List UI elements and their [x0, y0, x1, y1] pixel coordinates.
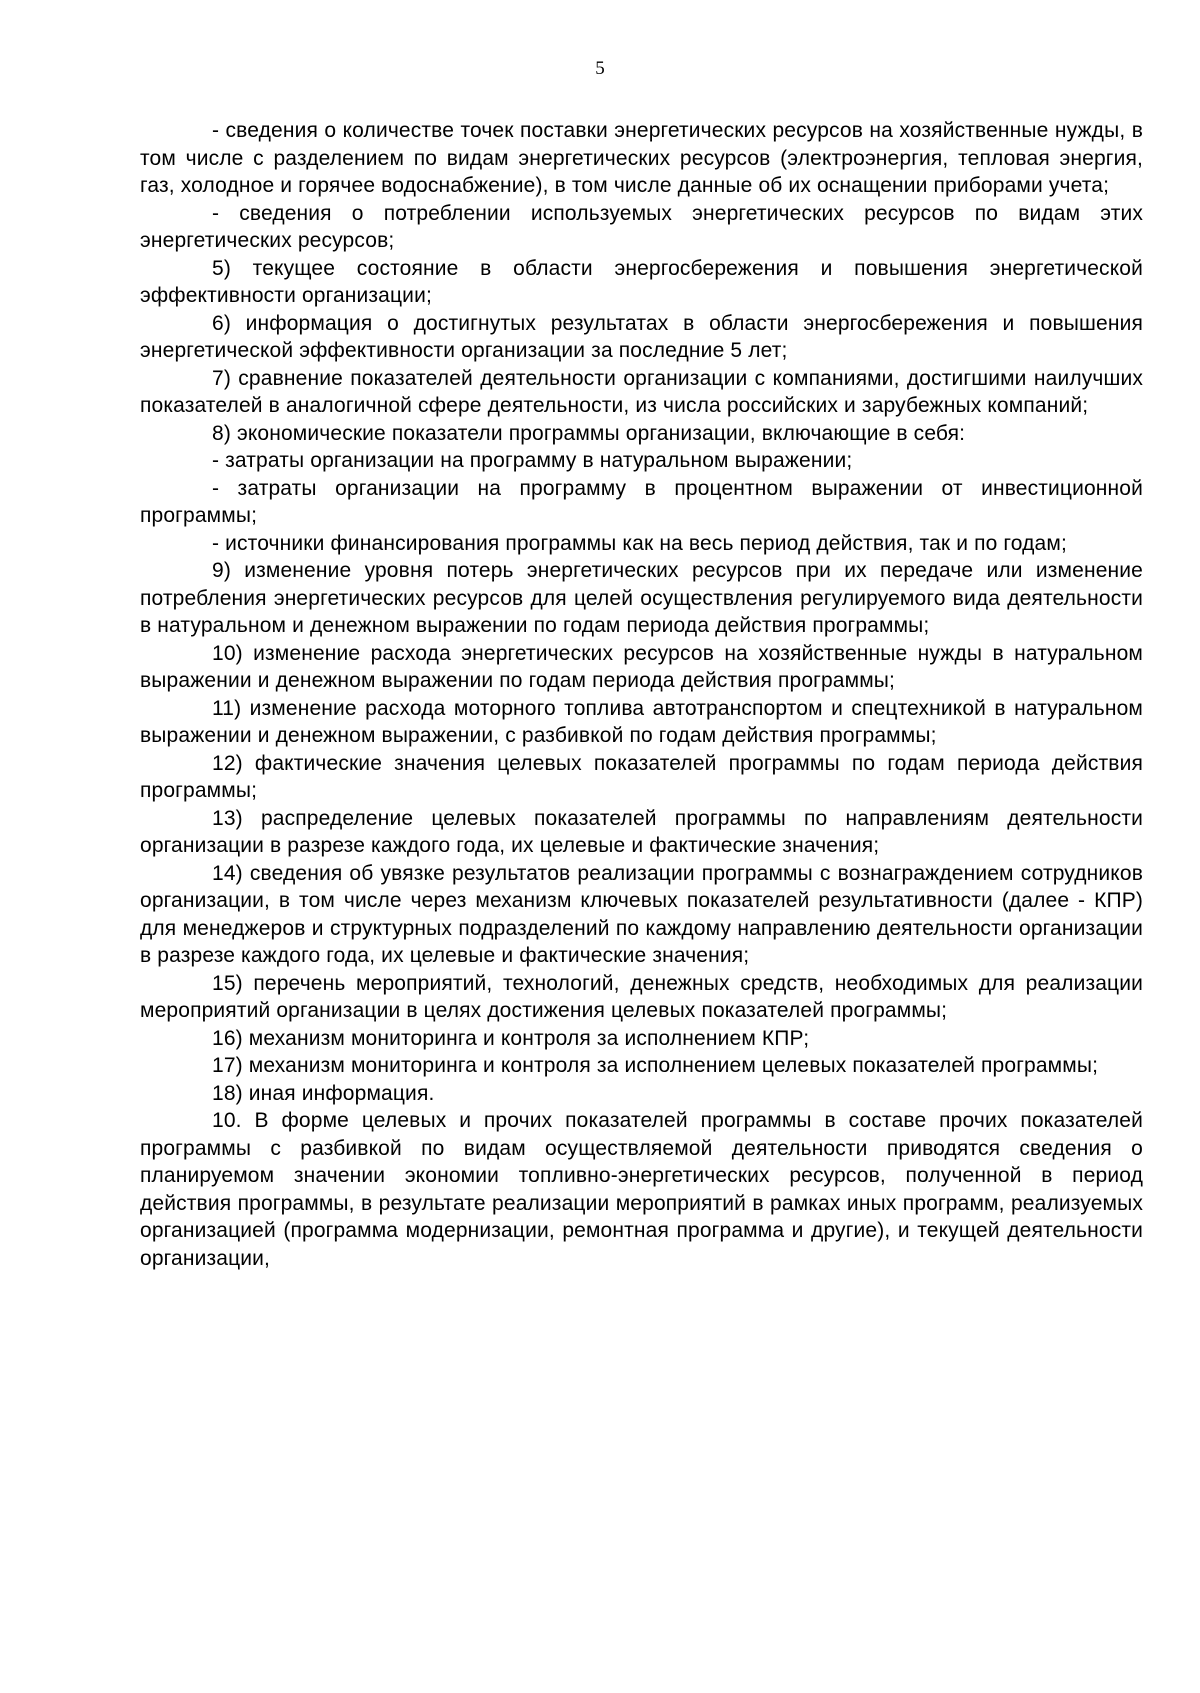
paragraph-item-5: 5) текущее состояние в области энергосбережения и повышения энергетической эффективности организации; — [140, 256, 1143, 307]
paragraph-item-9: 9) изменение уровня потерь энергетических ресурсов при их передаче или изменение потребления энергетических ресурсов для целей осуществления регулируемого вида деятельности в натуральном и денежном выражении по годам периода действия программы; — [140, 559, 1143, 637]
paragraph-item-16: 16) механизм мониторинга и контроля за исполнением КПР; — [212, 1026, 810, 1050]
paragraph-item-18: 18) иная информация. — [212, 1081, 435, 1105]
paragraph-list-item: - затраты организации на программу в натуральном выражении; — [212, 449, 853, 472]
paragraph-item-6: 6) информация о достигнутых результатах в области энергосбережения и повышения энергетической эффективности организации за последние 5 лет; — [140, 311, 1143, 362]
paragraph-item-11: 11) изменение расхода моторного топлива автотранспортом и спецтехникой в натуральном выражении и денежном выражении, с разбивкой по годам действия программы; — [140, 696, 1143, 747]
paragraph-item-7: 7) сравнение показателей деятельности организации с компаниями, достигшими наилучших показателей в аналогичной сфере деятельности, из числа российских и зарубежных компаний; — [140, 366, 1143, 417]
paragraph-item-8: 8) экономические показатели программы организации, включающие в себя: — [212, 421, 966, 445]
paragraph-item-10: 10) изменение расхода энергетических ресурсов на хозяйственные нужды в натуральном выражении и денежном выражении по годам периода действия программы; — [140, 641, 1143, 692]
paragraph-list-item: - сведения о количестве точек поставки энергетических ресурсов на хозяйственные нужды, в том числе с разделением по видам энергетических ресурсов (электроэнергия, тепловая энергия, газ, холодное и горячее водоснабжение), в том числе данные об их оснащении приборами учета; — [140, 119, 1143, 197]
paragraph-clause-10: 10. В форме целевых и прочих показателей программы в составе прочих показателей программы с разбивкой по видам осуществляемой деятельности приводятся сведения о планируемом значении экономии топливно-энергетических ресурсов, полученной в период действия программы, в результате реализации мероприятий в рамках иных программ, реализуемых организацией (программа модернизации, ремонтная программа и другие), и текущей деятельности организации, — [140, 1109, 1143, 1270]
paragraph-item-12: 12) фактические значения целевых показателей программы по годам периода действия программы; — [140, 751, 1143, 802]
paragraph-item-14: 14) сведения об увязке результатов реализации программы с вознаграждением сотрудников организации, в том числе через механизм ключевых показателей результативности (далее - КПР) для менеджеров и структурных подразделений по каждому направлению деятельности организации в разрезе каждого года, их целевые и фактические значения; — [140, 861, 1143, 967]
paragraph-item-13: 13) распределение целевых показателей программы по направлениям деятельности организации в разрезе каждого года, их целевые и фактические значения; — [140, 806, 1143, 857]
paragraph-item-17: 17) механизм мониторинга и контроля за исполнением целевых показателей программы; — [212, 1054, 1099, 1077]
paragraph-list-item: - источники финансирования программы как на весь период действия, так и по годам; — [212, 531, 1067, 555]
body-text — [140, 117, 1143, 1272]
paragraph-list-item: - сведения о потреблении используемых энергетических ресурсов по видам этих энергетических ресурсов; — [140, 201, 1143, 252]
paragraph-list-item: - затраты организации на программу в процентном выражении от инвестиционной программы; — [140, 476, 1143, 527]
page-number: 5 — [595, 58, 605, 79]
paragraph-item-15: 15) перечень мероприятий, технологий, денежных средств, необходимых для реализации мероприятий организации в целях достижения целевых показателей программы; — [140, 971, 1143, 1022]
